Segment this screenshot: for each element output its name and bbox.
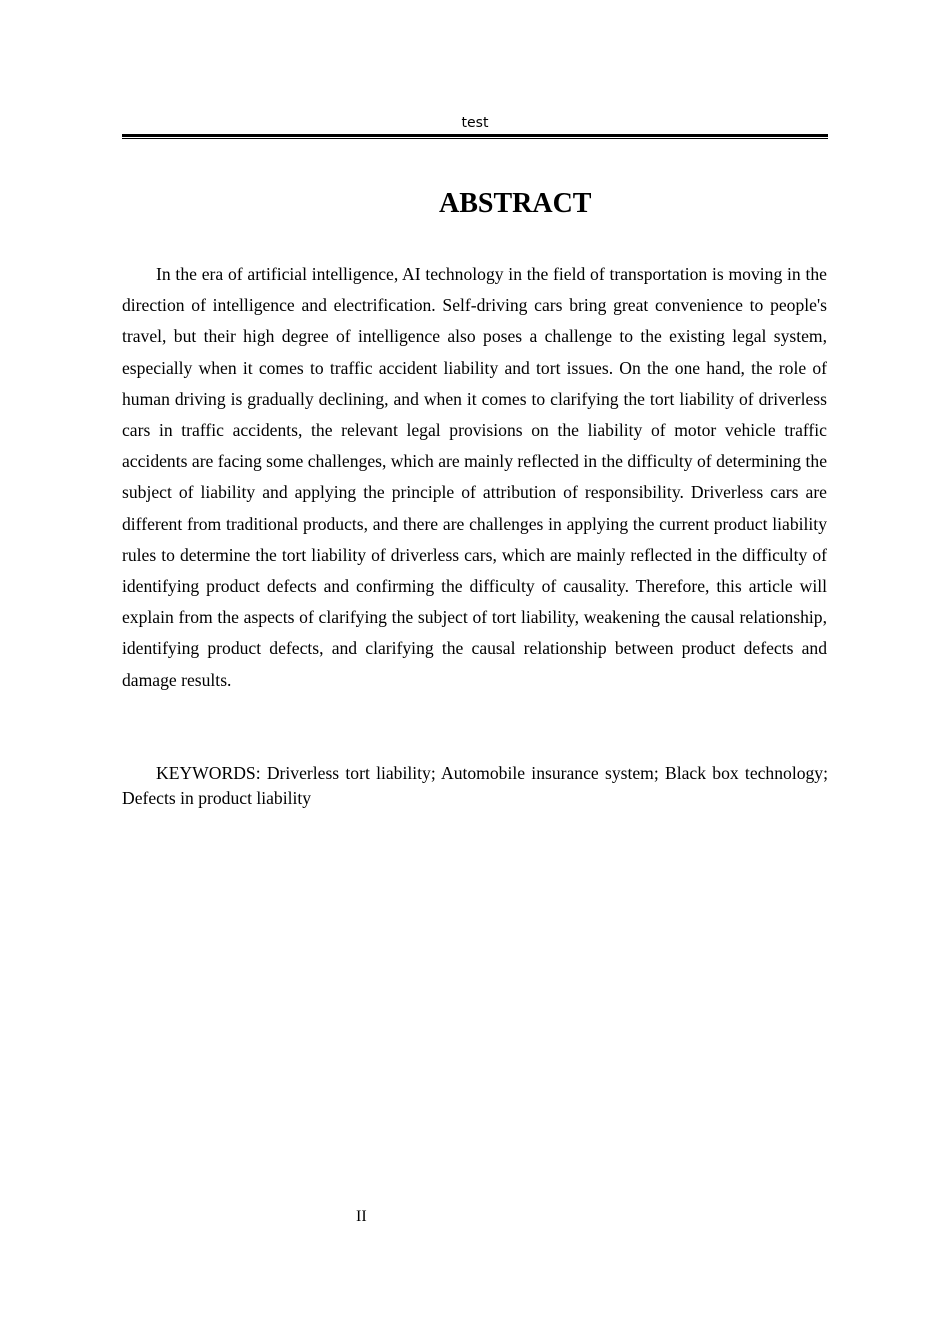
abstract-title: ABSTRACT (439, 188, 592, 219)
page-number: II (356, 1208, 367, 1225)
keywords-paragraph: KEYWORDS: Driverless tort liability; Automobile insurance system; Black box technology; Defects in product liability (122, 763, 828, 808)
abstract-body: In the era of artificial intelligence, AI technology in the field of transportation is moving in the direction of intelligence and electrification. Self-driving cars bring great convenience to people's travel, but their high degree of intelligence also poses a challenge to the existing legal system, especially when it comes to traffic accident liability and tort issues. On the one hand, the role of human driving is gradually declining, and when it comes to clarifying the tort liability of driverless cars in traffic accidents, the relevant legal provisions on the liability of motor vehicle traffic accidents are facing some challenges, which are mainly reflected in the difficulty of determining the subject of liability and applying the principle of attribution of responsibility. Driverless cars are different from traditional products, and there are challenges in applying the current product liability rules to determine the tort liability of driverless cars, which are mainly reflected in the difficulty of identifying product defects and confirming the difficulty of causality. Therefore, this article will explain from the aspects of clarifying the subject of tort liability, weakening the causal relationship, identifying product defects, and clarifying the causal relationship between product defects and damage results. (122, 264, 827, 690)
header-rule-thin (122, 138, 828, 139)
header-rule-thick (122, 134, 828, 137)
running-header: test (461, 115, 489, 131)
